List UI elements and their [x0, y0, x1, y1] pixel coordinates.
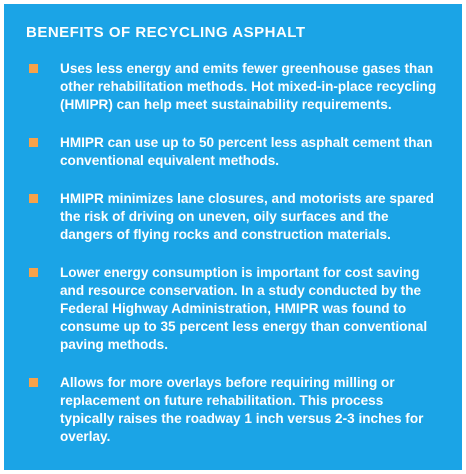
panel-title: BENEFITS OF RECYCLING ASPHALT [26, 24, 306, 41]
square-bullet-icon [29, 64, 38, 73]
list-item [22, 190, 444, 244]
list-item-text: HMIPR minimizes lane closures, and motorists are spared the risk of driving on uneven, oily surfaces and the dangers of flying rocks and construction materials. [60, 191, 434, 242]
list-item-text: Allows for more overlays before requiring milling or replacement on future rehabilitation. This process typically raises the roadway 1 inch versus 2-3 inches for overlay. [60, 375, 424, 444]
list-item [22, 60, 444, 114]
square-bullet-icon [29, 194, 38, 203]
list-item-text: Lower energy consumption is important for cost saving and resource conservation. In a study conducted by the Federal Highway Administration, HMIPR was found to consume up to 35 percent less energy than conventional paving methods. [60, 265, 428, 352]
list-item [22, 374, 444, 446]
benefits-list [22, 60, 444, 446]
list-item [22, 134, 444, 170]
list-item [22, 264, 444, 354]
list-item-text: HMIPR can use up to 50 percent less asphalt cement than conventional equivalent methods. [60, 135, 433, 168]
square-bullet-icon [29, 378, 38, 387]
square-bullet-icon [29, 138, 38, 147]
benefits-panel [4, 4, 462, 470]
list-item-text: Uses less energy and emits fewer greenhouse gases than other rehabilitation methods. Hot mixed-in-place recycling (HMIPR) can help meet sustainability requirements. [60, 61, 437, 112]
square-bullet-icon [29, 268, 38, 277]
